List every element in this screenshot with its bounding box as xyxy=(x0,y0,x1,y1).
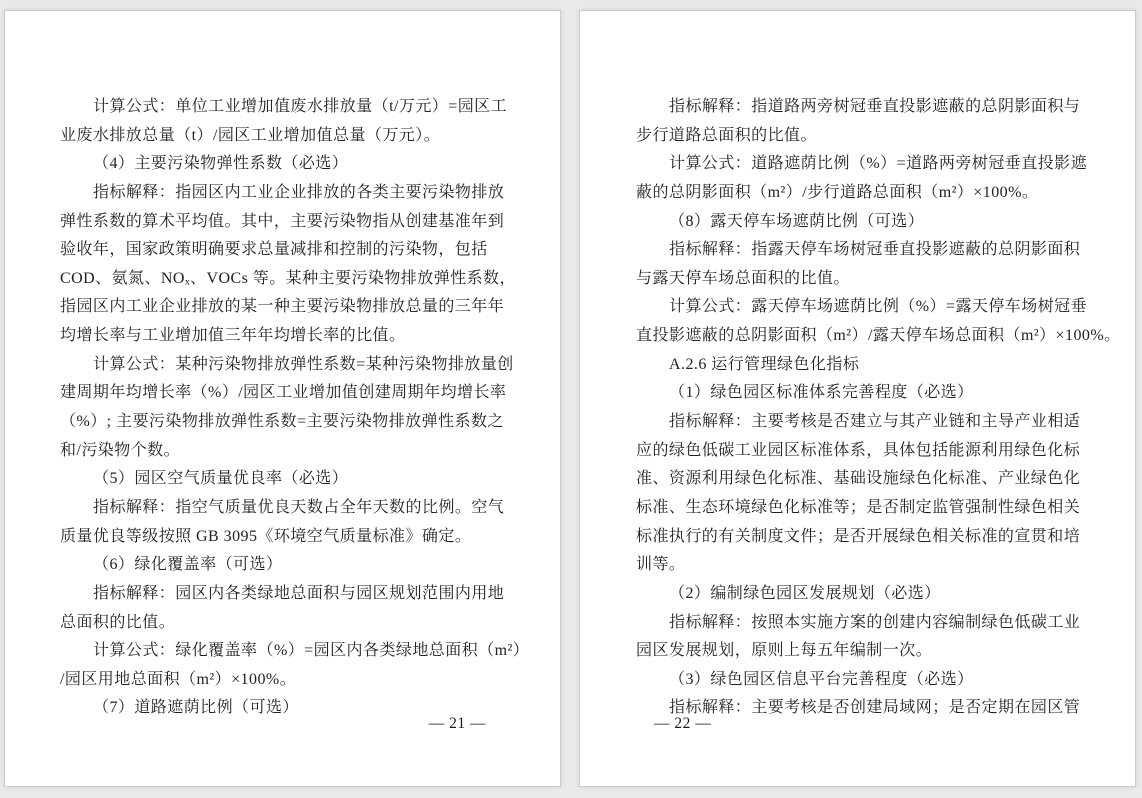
text-line: （8）露天停车场遮荫比例（可选） xyxy=(669,212,925,230)
text-line: 计算公式：绿化覆盖率（%）=园区内各类绿地总面积（m²） xyxy=(93,642,530,660)
page-21-text-column xyxy=(60,93,530,723)
text-line: /园区用地总面积（m²）×100%。 xyxy=(60,670,297,688)
text-line: 指标解释：指空气质量优良天数占全年天数的比例。空气 xyxy=(93,498,505,516)
text-line: 步行道路总面积的比值。 xyxy=(636,126,817,144)
text-line: 指标解释：指道路两旁树冠垂直投影遮蔽的总阴影面积与 xyxy=(669,98,1081,115)
text-line: 质量优良等级按照 GB 3095《环境空气质量标准》确定。 xyxy=(60,527,472,545)
text-line: 标准、生态环境绿色化标准等；是否制定监管强制性绿色相关 xyxy=(636,498,1081,516)
text-line: 准、资源利用绿色化标准、基础设施绿色化标准、产业绿色化 xyxy=(636,470,1081,488)
text-line: （%）; 主要污染物排放弹性系数=主要污染物排放弹性系数之 xyxy=(60,413,504,431)
text-line: 蔽的总阴影面积（m²）/步行道路总面积（m²）×100%。 xyxy=(636,183,1039,201)
text-line: （7）道路遮荫比例（可选） xyxy=(93,699,299,717)
page-number-21: — 21 — xyxy=(428,715,486,732)
text-line: （1）绿色园区标准体系完善程度（必选） xyxy=(669,384,974,402)
text-line: 建周期年均增长率（%）/园区工业增加值创建周期年均增长率 xyxy=(60,384,507,402)
text-line: （2）编制绿色园区发展规划（必选） xyxy=(669,584,941,602)
text-line: 园区发展规划，原则上每五年编制一次。 xyxy=(636,642,933,660)
document-page-21 xyxy=(4,10,561,787)
text-line: 指标解释：园区内各类绿地总面积与园区规划范围内用地 xyxy=(93,584,505,602)
text-line: 和/污染物个数。 xyxy=(60,441,181,459)
text-line: （5）园区空气质量优良率（必选） xyxy=(93,470,349,488)
text-line: 验收年，国家政策明确要求总量减排和控制的污染物，包括 xyxy=(60,241,488,259)
text-line: 指标解释：主要考核是否创建局域网；是否定期在园区管 xyxy=(669,699,1081,717)
text-line: 均增长率与工业增加值三年年均增长率的比值。 xyxy=(60,327,406,345)
page-22-text-column xyxy=(636,93,1121,723)
text-line: 训等。 xyxy=(636,556,686,574)
text-line: 总面积的比值。 xyxy=(60,613,176,631)
text-line: 计算公式：道路遮荫比例（%）=道路两旁树冠垂直投影遮 xyxy=(669,155,1088,173)
text-line: （6）绿化覆盖率（可选） xyxy=(93,556,283,574)
text-line: 应的绿色低碳工业园区标准体系，具体包括能源利用绿色化标 xyxy=(636,441,1081,459)
text-line: 标准执行的有关制度文件；是否开展绿色相关标准的宣贯和培 xyxy=(636,527,1081,545)
text-line: 指园区内工业企业排放的某一种主要污染物排放总量的三年年 xyxy=(60,298,505,316)
document-page-22 xyxy=(579,10,1136,787)
text-line: （3）绿色园区信息平台完善程度（必选） xyxy=(669,670,974,688)
text-line: COD、氨氮、NOₓ、VOCs 等。某种主要污染物排放弹性系数， xyxy=(60,269,516,287)
text-line: A.2.6 运行管理绿色化指标 xyxy=(669,355,860,373)
text-line: 与露天停车场总面积的比值。 xyxy=(636,269,850,287)
text-line: 计算公式：单位工业增加值废水排放量（t/万元）=园区工 xyxy=(93,98,508,115)
text-line: 指标解释：指露天停车场树冠垂直投影遮蔽的总阴影面积 xyxy=(669,241,1081,259)
text-line: （4）主要污染物弹性系数（必选） xyxy=(93,155,349,173)
text-line: 弹性系数的算术平均值。其中，主要污染物指从创建基准年到 xyxy=(60,212,505,230)
text-line: 指标解释：指园区内工业企业排放的各类主要污染物排放 xyxy=(93,183,505,201)
text-line: 计算公式：某种污染物排放弹性系数=某种污染物排放量创 xyxy=(93,355,514,373)
text-line: 指标解释：按照本实施方案的创建内容编制绿色低碳工业 xyxy=(669,613,1081,631)
page-number-22: — 22 — xyxy=(654,715,712,732)
text-line: 直投影遮蔽的总阴影面积（m²）/露天停车场总面积（m²）×100%。 xyxy=(636,327,1121,345)
text-line: 计算公式：露天停车场遮荫比例（%）=露天停车场树冠垂 xyxy=(669,298,1088,316)
text-line: 业废水排放总量（t）/园区工业增加值总量（万元）。 xyxy=(60,126,441,144)
text-line: 指标解释：主要考核是否建立与其产业链和主导产业相适 xyxy=(669,413,1081,431)
